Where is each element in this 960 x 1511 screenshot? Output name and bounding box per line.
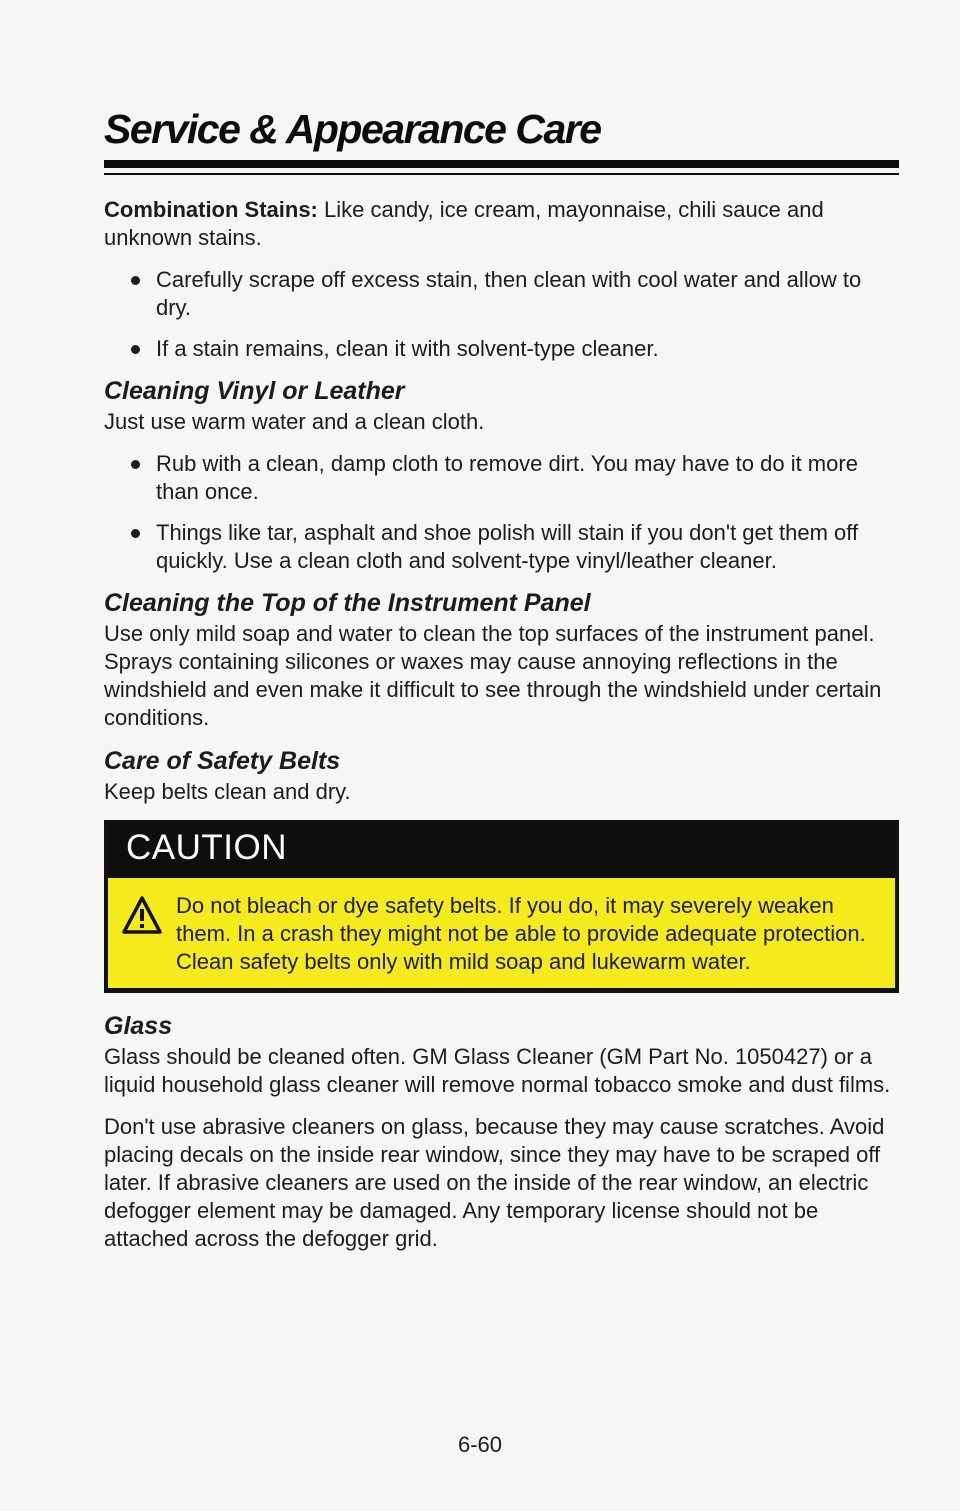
glass-heading: Glass: [104, 1012, 173, 1040]
combination-stains-text: Like candy, ice cream, mayonnaise, chili sauce and unknown stains.: [104, 197, 824, 250]
page-content: [104, 196, 899, 1267]
instrument-panel-heading: Cleaning the Top of the Instrument Panel: [104, 589, 591, 617]
section-title: Service & Appearance Care: [104, 106, 601, 152]
caution-label: CAUTION: [108, 820, 895, 878]
caution-box: [104, 820, 899, 993]
caution-body: [108, 878, 895, 988]
combination-stains-paragraph: [104, 196, 899, 252]
safety-belts-text: Keep belts clean and dry.: [104, 779, 351, 804]
combination-stains-label: Combination Stains:: [104, 197, 318, 222]
vinyl-list: [104, 450, 899, 575]
list-item: If a stain remains, clean it with solvent-type cleaner.: [104, 335, 899, 363]
warning-triangle-icon: [122, 896, 162, 934]
title-rule: [104, 160, 899, 168]
glass-paragraph-1: Glass should be cleaned often. GM Glass Cleaner (GM Part No. 1050427) or a liquid household glass cleaner will remove normal tobacco smoke and dust films.: [104, 1044, 891, 1097]
safety-belts-heading: Care of Safety Belts: [104, 747, 341, 775]
list-item: Things like tar, asphalt and shoe polish will stain if you don't get them off quickly. Use a clean cloth and solvent-type vinyl/leather cleaner.: [104, 519, 899, 575]
page-number: 6-60: [457, 1432, 503, 1457]
glass-paragraph-2: Don't use abrasive cleaners on glass, because they may cause scratches. Avoid placing decals on the inside rear window, since they may have to be scraped off later. If abrasive cleaners are used on the inside of the rear window, an electric defogger element may be damaged. Any temporary license should not be attached across the defogger grid.: [104, 1114, 885, 1251]
vinyl-intro: Just use warm water and a clean cloth.: [104, 409, 485, 434]
list-item: Rub with a clean, damp cloth to remove dirt. You may have to do it more than once.: [104, 450, 899, 506]
instrument-panel-text: Use only mild soap and water to clean the top surfaces of the instrument panel. Sprays containing silicones or waxes may cause annoying reflections in the windshield and even make it difficult to see through the windshield under certain conditions.: [104, 621, 882, 730]
combination-stains-list: [104, 266, 899, 363]
vinyl-heading: Cleaning Vinyl or Leather: [104, 377, 405, 405]
title-rule-thin: [104, 173, 899, 175]
caution-text: Do not bleach or dye safety belts. If you do, it may severely weaken them. In a crash they might not be able to provide adequate protection. Clean safety belts only with mild soap and lukewarm water.: [176, 893, 866, 974]
list-item: Carefully scrape off excess stain, then clean with cool water and allow to dry.: [104, 266, 899, 322]
